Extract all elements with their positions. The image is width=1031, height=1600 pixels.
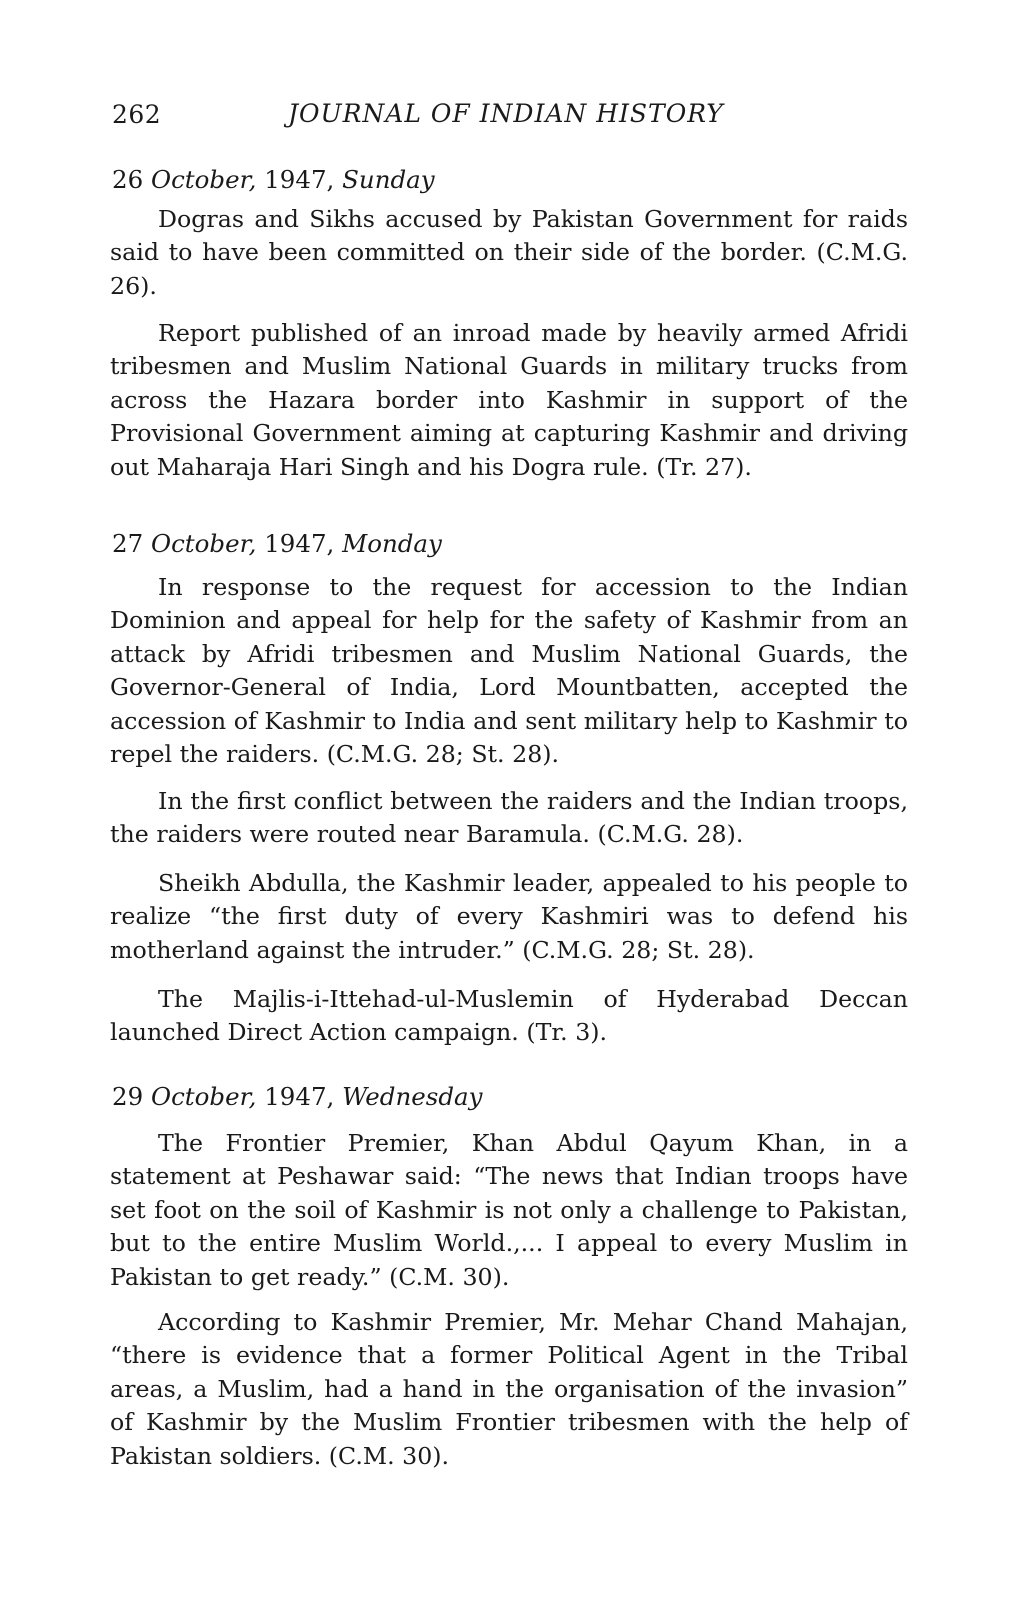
date-year: 1947, <box>264 165 335 194</box>
entry-date-26-october <box>112 165 435 194</box>
paragraph: The Majlis-i-Ittehad-ul-Muslemin of Hyderabad Deccan launched Direct Action campaign. (Tr. 3). <box>110 985 908 1047</box>
running-head <box>112 100 912 140</box>
paragraph: Sheikh Abdulla, the Kashmir leader, appealed to his people to realize “the first duty of every Kashmiri was to defend his motherland against the intruder.” (C.M.G. 28; St. 28). <box>110 869 908 964</box>
paragraph: The Frontier Premier, Khan Abdul Qayum Khan, in a statement at Peshawar said: “The news that Indian troops have set foot on the soil of Kashmir is not only a challenge to Pakistan, but to the entire Muslim World.,... I appeal to every Muslim in Pakistan to get ready.” (C.M. 30). <box>110 1129 908 1291</box>
date-day: 27 <box>112 529 144 558</box>
date-month: October, <box>150 529 257 558</box>
entry-date-29-october <box>112 1082 482 1111</box>
date-weekday: Monday <box>342 529 442 558</box>
paragraph: Report published of an inroad made by heavily armed Afridi tribesmen and Muslim National Guards in military trucks from across the Hazara border into Kashmir in support of the Provisional Government aiming at capturing Kashmir and driving out Maharaja Hari Singh and his Dogra rule. (Tr. 27). <box>110 319 908 481</box>
date-month: October, <box>150 165 257 194</box>
paragraph: According to Kashmir Premier, Mr. Mehar Chand Mahajan, “there is evidence that a former Political Agent in the Tribal areas, a Muslim, had a hand in the organisation of the invasion” of Kashmir by the Muslim Frontier tribesmen with the help of Pakistan soldiers. (C.M. 30). <box>110 1308 908 1470</box>
entry-date-27-october <box>112 529 442 558</box>
date-year: 1947, <box>264 529 335 558</box>
date-month: October, <box>150 1082 257 1111</box>
date-day: 29 <box>112 1082 144 1111</box>
date-year: 1947, <box>264 1082 335 1111</box>
paragraph: In response to the request for accession to the Indian Dominion and appeal for help for the safety of Kashmir from an attack by Afridi tribesmen and Muslim National Guards, the Governor-General of India, Lord Mountbatten, accepted the accession of Kashmir to India and sent military help to Kashmir to repel the raiders. (C.M.G. 28; St. 28). <box>110 573 908 769</box>
date-weekday: Sunday <box>342 165 435 194</box>
date-weekday: Wednesday <box>342 1082 483 1111</box>
journal-title: JOURNAL OF INDIAN HISTORY <box>288 99 724 128</box>
page-number: 262 <box>112 100 162 129</box>
paragraph: Dogras and Sikhs accused by Pakistan Government for raids said to have been committed on their side of the border. (C.M.G. 26). <box>110 205 908 300</box>
date-day: 26 <box>112 165 144 194</box>
paragraph: In the first conflict between the raiders and the Indian troops, the raiders were routed near Baramula. (C.M.G. 28). <box>110 787 908 849</box>
